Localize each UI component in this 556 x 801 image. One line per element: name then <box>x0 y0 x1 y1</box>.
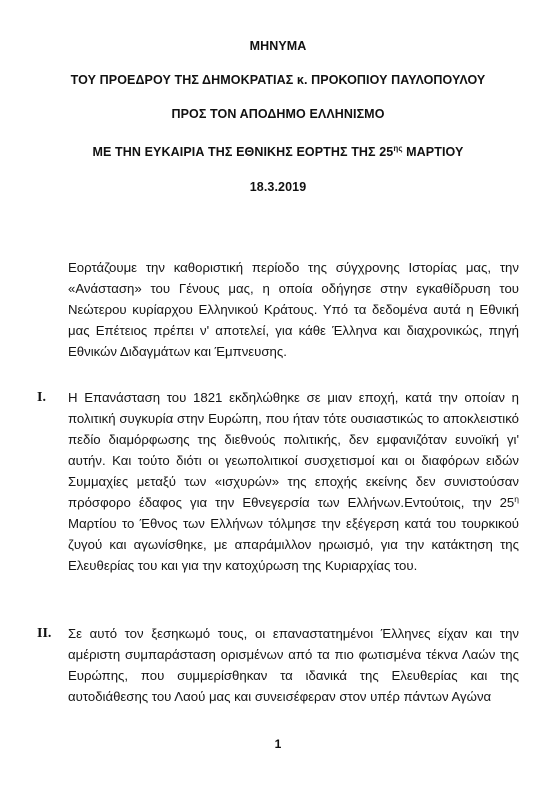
item-number-1: I. <box>37 390 46 405</box>
item-1-text-end: Μαρτίου το Έθνος των Ελλήνων τόλμησε την εξέγερση κατά του τουρκικού ζυγού και αγωνίσθηκε, με απαράμιλλον ηρωισμό, για την κατάκτηση της Ελευθερίας του και για την κατοχύρωση της Κυριαρχίας του. <box>68 516 519 573</box>
item-1-superscript: η <box>514 494 519 504</box>
heading-title: ΜΗΝΥΜΑ <box>249 39 307 53</box>
item-paragraph-1 <box>68 387 519 576</box>
heading-occasion <box>0 144 556 159</box>
heading-date: 18.3.2019 <box>249 180 307 194</box>
item-1-text-start: Η Επανάσταση του 1821 εκδηλώθηκε σε μιαν εποχή, κατά την οποίαν η πολιτική συγκυρία στην Ευρώπη, που ήταν τότε ουσιαστικώς το αποκλειστικό πεδίο διαμόρφωσης της διεθνούς πολιτικής, δεν εμφανιζόταν ευνοϊκή γι' αυτήν. Και τούτο διότι οι γεωπολιτικοί συσχετισμοί και οι διαφόρων ειδών Συμμαχίες μεταξύ των «ισχυρών» της εποχής εκείνης δεν συνιστούσαν πρόσφορο έδαφος για την Εθνεγερσία των Ελλήνων.Εντούτοις, την 25 <box>68 390 519 510</box>
heading-occasion-text: ΜΕ ΤΗΝ ΕΥΚΑΙΡΙΑ ΤΗΣ ΕΘΝΙΚΗΣ ΕΟΡΤΗΣ ΤΗΣ 25 <box>92 145 394 159</box>
heading-recipient: ΠΡΟΣ ΤΟΝ ΑΠΟΔΗΜΟ ΕΛΛΗΝΙΣΜΟ <box>171 107 385 121</box>
heading-occasion-month: ΜΑΡΤΙΟΥ <box>402 145 464 159</box>
intro-paragraph: Εορτάζουμε την καθοριστική περίοδο της σύγχρονης Ιστορίας μας, την «Ανάσταση» του Γένους μας, η οποία οδήγησε στην εγκαθίδρυση του Νεώτερου κυρίαρχου Ελληνικού Κράτους. Υπό τα δεδομένα αυτά η Εθνική μας Επέτειος πρέπει ν' αποτελεί, για κάθε Έλληνα και διαχρονικώς, πηγή Εθνικών Διδαγμάτων και Έμπνευσης. <box>68 260 519 359</box>
heading-sender: ΤΟΥ ΠΡΟΕΔΡΟΥ ΤΗΣ ΔΗΜΟΚΡΑΤΙΑΣ κ. ΠΡΟΚΟΠΙΟΥ ΠΑΥΛΟΠΟΥΛΟΥ <box>70 73 486 87</box>
heading-occasion-superscript: ης <box>393 144 403 153</box>
page-number: 1 <box>274 737 282 751</box>
item-paragraph-2: Σε αυτό τον ξεσηκωμό τους, οι επαναστατημένοι Έλληνες είχαν και την αμέριστη συμπαράσταση ορισμένων από τα πιο φωτισμένα τέκνα Λαών της Ευρώπης, που συμμερίσθηκαν τα ιδανικά της Ελευθερίας και της αυτοδιάθεσης του Λαού μας και συνεισέφεραν στον υπέρ πάντων Αγώνα <box>68 626 519 704</box>
item-number-2: II. <box>37 626 52 641</box>
